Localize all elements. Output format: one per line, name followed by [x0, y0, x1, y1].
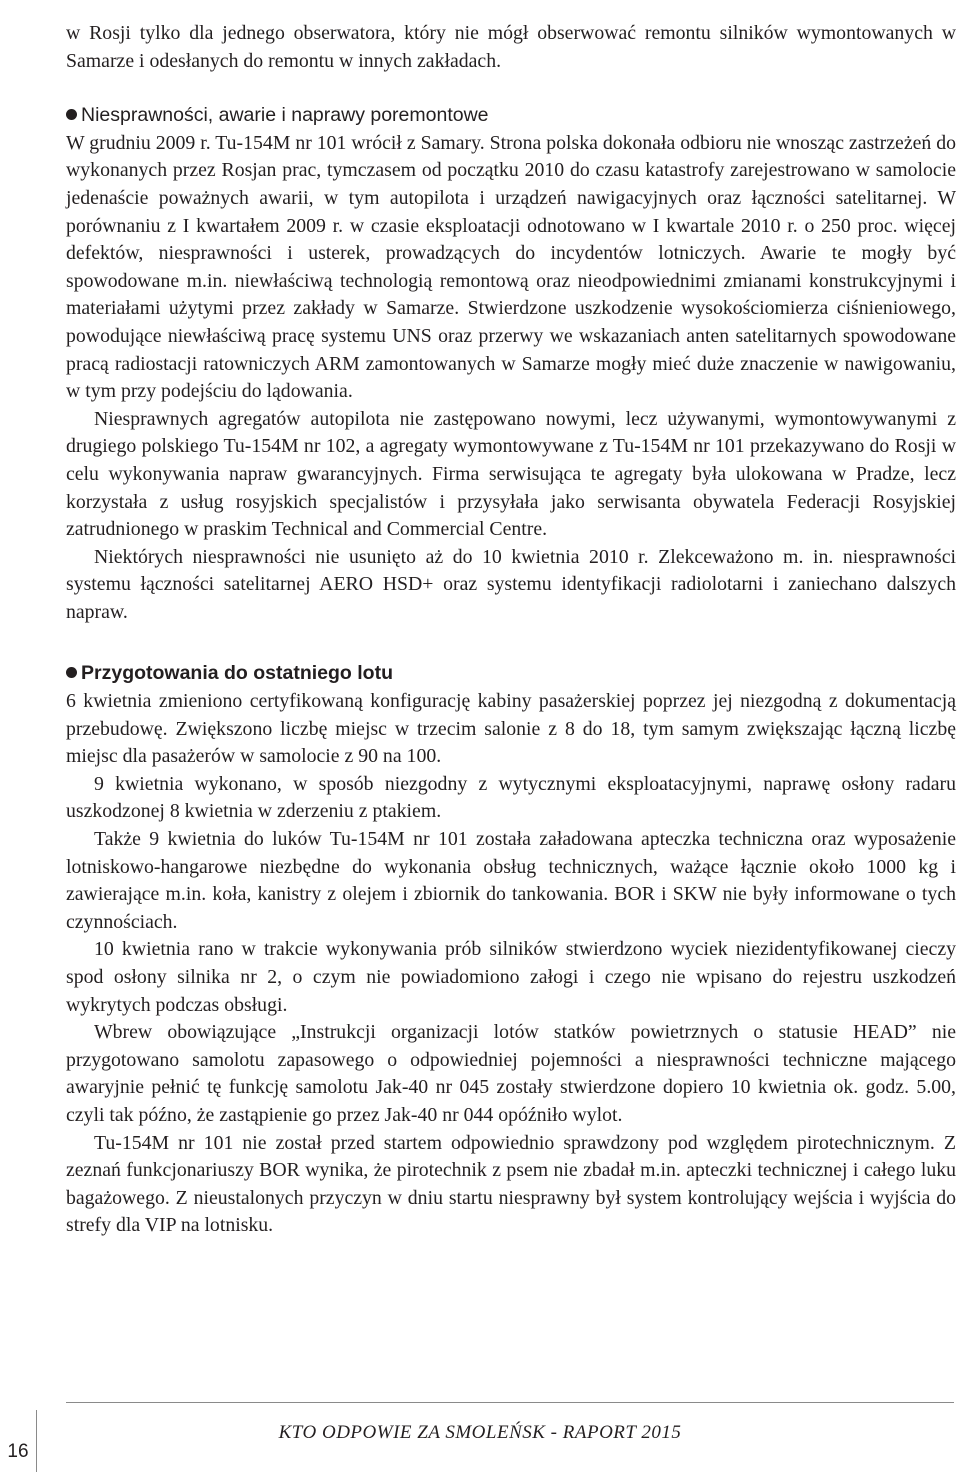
- section-heading-preparations: [66, 660, 956, 688]
- paragraph: 10 kwietnia rano w trakcie wykonywania prób silników stwierdzono wyciek niezidentyfikowanej cieczy spod osłony silnika nr 2, o czym nie powiadomiono załogi i czego nie wpisano do rejestru uszkodzeń wykrytych podczas obsługi.: [66, 938, 956, 1016]
- paragraph: Także 9 kwietnia do luków Tu-154M nr 101 została załadowana apteczka techniczna oraz wyposażenie lotniskowo-hangarowe niezbędne do wykonania obsług technicznych, ważące łącznie około 1000 kg i zawierające m.in. koła, kanistry z olejem i zbiornik do tankowania. BOR i SKW nie były informowane o tych czynnościach.: [66, 828, 956, 933]
- section-heading-text: Przygotowania do ostatniego lotu: [81, 662, 393, 685]
- footer-title: KTO ODPOWIE ZA SMOLEŃSK - RAPORT 2015: [278, 1422, 682, 1443]
- paragraph: W grudniu 2009 r. Tu-154M nr 101 wrócił z Samary. Strona polska dokonała odbioru nie wnosząc zastrzeżeń do wykonanych przez Rosjan prac, tymczasem od początku 2010 do czasu katastrofy zarejestrowano w samolocie jedenaście poważnych awarii, w tym autopilota i urządzeń nawigacyjnych oraz łączności satelitarnej. W porównaniu z I kwartałem 2009 r. w czasie eksploatacji odnotowano w I kwartale 2010 r. o 250 proc. więcej defektów, niesprawności i usterek, prowadzących do incydentów lotniczych. Awarie te mogły być spowodowane m.in. niewłaściwą technologią remontową oraz nieodpowiednimi zmianami konstrukcyjnymi i materiałami użytymi przez zakłady w Samarze. Stwierdzone uszkodzenie wysokościomierza ciśnieniowego, powodujące niewłaściwą pracę systemu UNS oraz przerwy we wskazaniach anten satelitarnych spowodowane pracą radiostacji ratowniczych ARM zamontowanych w Samarze mogły mieć duże znaczenie w nawigowaniu, w tym przy podejściu do lądowania.: [66, 131, 956, 403]
- article-body: [66, 20, 956, 1240]
- paragraph: Tu-154M nr 101 nie został przed startem odpowiednio sprawdzony pod względem pirotechnicznym. Z zeznań funkcjonariuszy BOR wynika, że pirotechnik z psem nie zbadał m.in. apteczki technicznej i całego luku bagażowego. Z nieustalonych przyczyn w dniu startu niesprawny był system kontrolujący wejścia i wyjścia do strefy dla VIP na lotnisku.: [66, 1131, 956, 1237]
- bullet-icon: [66, 667, 77, 678]
- paragraph: Niesprawnych agregatów autopilota nie zastępowano nowymi, lecz używanymi, wymontowywanymi z drugiego polskiego Tu-154M nr 102, a agregaty wymontowywane z Tu-154M nr 101 przekazywano do Rosji w celu wykonywania napraw gwarancyjnych. Firma serwisująca te agregaty była ulokowana w Pradze, lecz korzystała z usług rosyjskich specjalistów i przysyłała jako serwisanta obywatela Federacji Rosyjskiej zatrudnionego w praskim Technical and Commercial Centre.: [66, 407, 956, 541]
- section-heading-repairs: [66, 102, 956, 130]
- footer-divider: [66, 1402, 954, 1403]
- paragraph: 9 kwietnia wykonano, w sposób niezgodny z wytycznymi eksploatacyjnymi, naprawę osłony radaru uszkodzonej 8 kwietnia w zderzeniu z ptakiem.: [66, 772, 956, 823]
- paragraph: Niektórych niesprawności nie usunięto aż do 10 kwietnia 2010 r. Zlekceważono m. in. niesprawności systemu łączności satelitarnej AERO HSD+ oraz systemu identyfikacji radiolotarni i zaniechano dalszych napraw.: [66, 545, 956, 623]
- bullet-icon: [66, 109, 77, 120]
- section-heading-text: Niesprawności, awarie i naprawy poremontowe: [81, 104, 489, 127]
- page-number: 16: [7, 1441, 29, 1462]
- paragraph: Wbrew obowiązujące „Instrukcji organizacji lotów statków powietrznych o statusie HEAD” nie przygotowano samolotu zapasowego o odpowiedniej pojemności a niesprawności techniczne mającego awaryjnie pełnić tę funkcję samolotu Jak-40 nr 045 zostały stwierdzone dopiero 10 kwietnia ok. godz. 5.00, czyli tak późno, że zastąpienie go przez Jak-40 nr 044 opóźniło wylot.: [66, 1021, 956, 1126]
- paragraph: 6 kwietnia zmieniono certyfikowaną konfigurację kabiny pasażerskiej poprzez jej niezgodną z dokumentacją przebudowę. Zwiększono liczbę miejsc w trzecim salonie z 8 do 18, tym samym zwiększając łączną liczbę miejsc dla pasażerów w samolocie z 90 na 100.: [66, 690, 956, 768]
- paragraph-intro: w Rosji tylko dla jednego obserwatora, który nie mógł obserwować remontu silników wymontowanych w Samarze i odesłanych do remontu w innych zakładach.: [66, 22, 956, 72]
